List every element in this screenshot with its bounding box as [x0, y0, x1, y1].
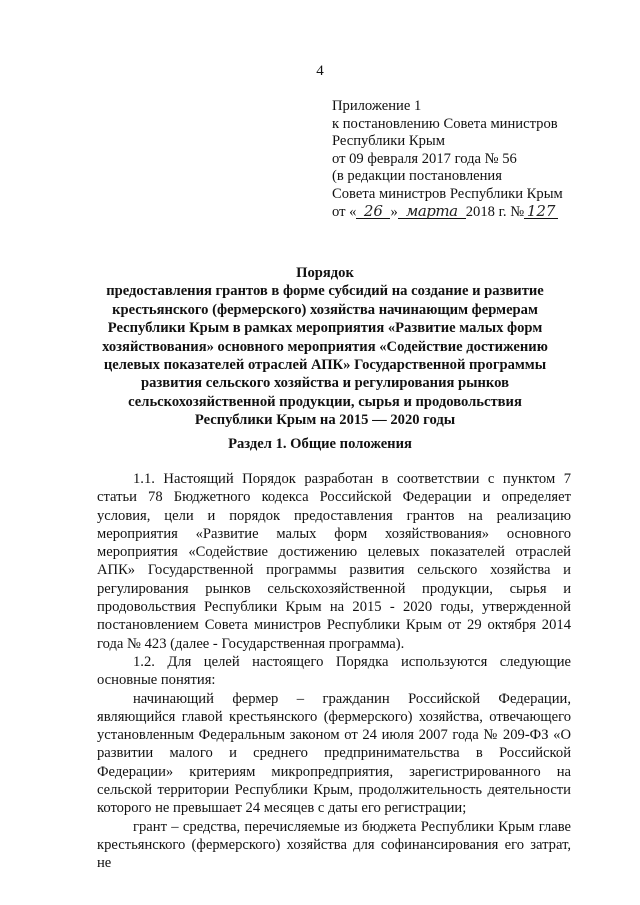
- title-line: Республики Крым на 2015 — 2020 годы: [194, 412, 456, 429]
- appendix-line-2: к постановлению Совета министров: [332, 115, 558, 132]
- body-text: [97, 470, 571, 873]
- title-line: крестьянского (фермерского) хозяйства начинающим фермерам: [112, 301, 538, 318]
- title-line: целевых показателей отраслей АПК» Государственной программы: [103, 357, 547, 374]
- appendix-line-1: Приложение 1: [332, 98, 422, 114]
- paragraph-1-2: 1.2. Для целей настоящего Порядка используются следующие основные понятия:: [97, 653, 571, 689]
- appendix-line-6: Совета министров Республики Крым: [332, 185, 563, 202]
- paragraph-definition-grant: грант – средства, перечисляемые из бюджета Республики Крым главе крестьянского (фермерского) хозяйства для софинансирования его затрат, не: [97, 818, 571, 872]
- title-line: хозяйствования» основного мероприятия «Содействие достижению: [102, 338, 548, 355]
- appendix-block: [332, 98, 632, 221]
- document-title: [80, 264, 570, 430]
- title-line: Республики Крым в рамках мероприятия «Развитие малых форм: [107, 320, 543, 337]
- paragraph-1-1: 1.1. Настоящий Порядок разработан в соответствии с пунктом 7 статьи 78 Бюджетного кодекса Российской Федерации и определяет условия, цели и порядок предоставления грантов на реализацию мероприятия «Развитие малых форм хозяйствования» основного мероприятия «Содействие достижению целевых показателей отраслей АПК» Государственной программы развития сельского хозяйства и регулирования рынков сельскохозяйственной продукции, сырья и продовольствия Республики Крым на 2015 - 2020 годы, утвержденной постановлением Совета министров Республики Крым от 29 октября 2014 года № 423 (далее - Государственная программа).: [97, 471, 571, 652]
- title-line: предоставления грантов в форме субсидий на создание и развитие: [106, 283, 544, 300]
- paragraph-definition-farmer: начинающий фермер – гражданин Российской Федерации, являющийся главой крестьянского (фермерского) хозяйства, отвечающего установленным Федеральным законом от 24 июля 2007 года № 209-ФЗ «О развитии малого и среднего предпринимательства в Российской Федерации» критериям микропредприятия, зарегистрированного на сельской территории Республики Крым, продолжительность деятельности которого не превышает 24 месяцев с даты его регистрации;: [97, 690, 571, 817]
- appendix-date-line: [332, 201, 632, 222]
- title-line: Порядок: [296, 265, 354, 281]
- date-mid: »: [390, 203, 398, 220]
- section-heading: Раздел 1. Общие положения: [228, 436, 412, 452]
- date-prefix: от «: [332, 203, 357, 220]
- appendix-line-3: Республики Крым: [332, 133, 445, 150]
- title-line: сельскохозяйственной продукции, сырья и продовольствия: [128, 393, 522, 410]
- appendix-line-5: (в редакции постановления: [332, 168, 502, 185]
- handwritten-day: 26: [356, 204, 390, 219]
- page-number: 4: [316, 63, 324, 79]
- title-line: развития сельского хозяйства и регулирования рынков: [141, 375, 509, 392]
- appendix-line-4: от 09 февраля 2017 года № 56: [332, 150, 517, 167]
- handwritten-month: марта: [398, 204, 466, 219]
- date-year: 2018 г. №: [465, 203, 525, 220]
- handwritten-number: 127: [524, 204, 558, 219]
